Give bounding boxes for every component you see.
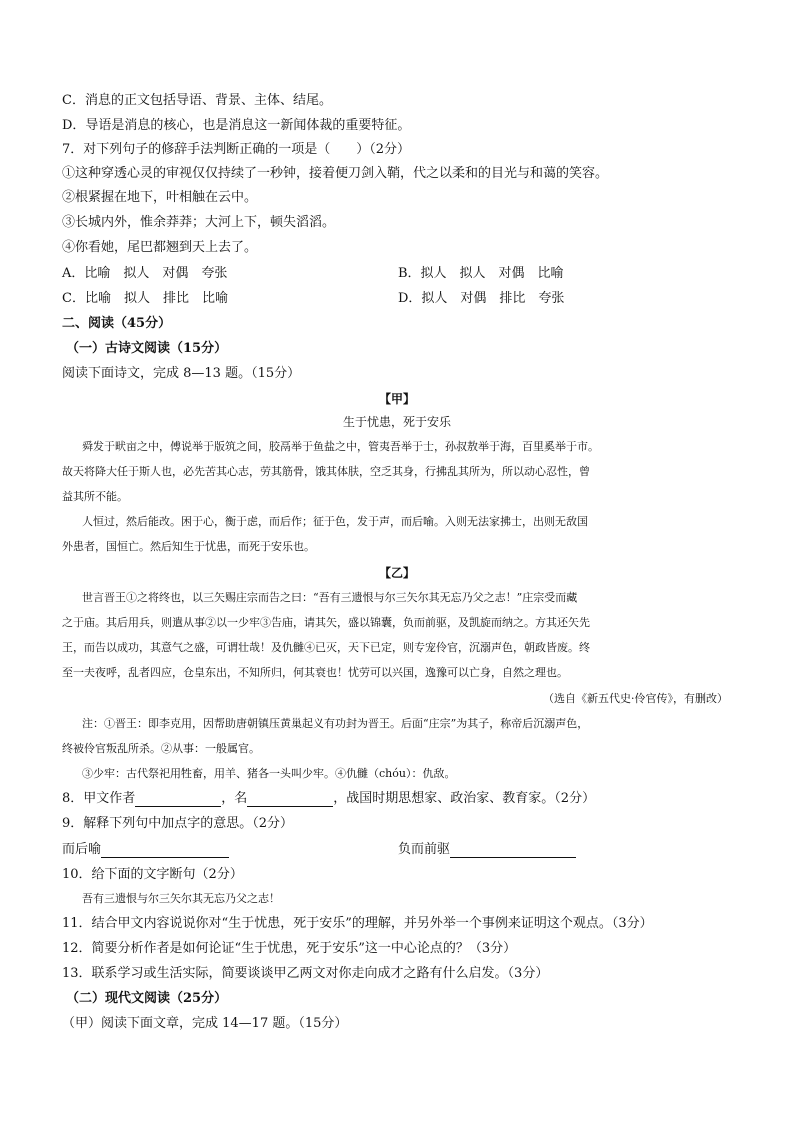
q10-text: 吾有三遗恨与尔三矢尔其无忘乃父之志！: [82, 892, 280, 905]
q8-mid: ，名: [221, 791, 248, 806]
q9-item-a: [62, 842, 229, 858]
jia-para2-line1: 人恒过，然后能改。困于心，衡于虑，而后作；征于色，发于声，而后喻。入则无法家拂士，出则无敌国: [82, 515, 588, 528]
source-citation: （选自《新五代史·伶官传》，有删改）: [543, 692, 728, 705]
option-c: C．消息的正文包括导语、背景、主体、结尾。: [62, 93, 332, 108]
q7-sentence-1: ①这种穿透心灵的审视仅仅持续了一秒钟，接着便刀剑入鞘，代之以柔和的目光与和蔼的笑容。: [62, 166, 609, 181]
q7-option-d: D．拟人 对偶 排比 夸张: [398, 291, 565, 306]
question-8: [62, 791, 595, 807]
q8-name-blank[interactable]: [247, 793, 333, 807]
note-1-line1: 注：①晋王：即李克用，因帮助唐朝镇压黄巢起义有功封为晋王。后面“庄宗”为其子，称帝后沉溺声色，: [82, 717, 589, 730]
yi-para-line3: 王，而告以成功，其意气之盛，可谓壮哉！及仇雠④已灭，天下已定，则专宠伶官，沉溺声色，朝政皆废。终: [62, 641, 590, 654]
question-11: 11．结合甲文内容说说你对“生于忧患，死于安乐”的理解，并另外举一个事例来证明这个观点。（3分）: [62, 916, 653, 931]
q9-item-a-blank[interactable]: [101, 844, 229, 858]
q8-prefix: 8．甲文作者: [62, 791, 136, 806]
q7-sentence-2: ②根紧握在地下，叶相触在云中。: [62, 190, 258, 205]
jia-para1-line2: 故天将降大任于斯人也，必先苦其心志，劳其筋骨，饿其体肤，空乏其身，行拂乱其所为，所以动心忍性，曾: [62, 465, 590, 478]
jia-para2-line2: 外患者，国恒亡。然后知生于忧患，而死于安乐也。: [62, 540, 315, 553]
jia-para1-line1: 舜发于畎亩之中，傅说举于版筑之间，胶鬲举于鱼盐之中，管夷吾举于士，孙叔敖举于海，百里奚举于市。: [82, 440, 599, 453]
section-2-2-heading: （二）现代文阅读（25分）: [66, 991, 228, 1006]
note-2: ③少牢：古代祭祀用牲畜，用羊、猪各一头叫少牢。④仇雠（chóu）：仇敌。: [82, 767, 456, 780]
q9-item-a-text: 而后喻: [62, 842, 102, 857]
q7-sentence-4: ④你看她，尾巴都翘到天上去了。: [62, 240, 258, 255]
reading-instruction: 阅读下面诗文，完成 8—13 题。（15分）: [62, 366, 301, 381]
question-13: 13．联系学习或生活实际，简要谈谈甲乙两文对你走向成才之路有什么启发。（3分）: [62, 966, 549, 981]
question-12: 12．简要分析作者是如何论证“生于忧患，死于安乐”这一中心论点的？（3分）: [62, 941, 517, 956]
section-2-heading: 二、阅读（45分）: [62, 316, 172, 331]
q9-item-b-blank[interactable]: [450, 844, 576, 858]
passage-yi-label: 【乙】: [378, 566, 415, 580]
passage-jia-label: 【甲】: [378, 392, 415, 406]
q8-author-blank[interactable]: [135, 793, 221, 807]
reading-instruction-2: （甲）阅读下面文章，完成 14—17 题。（15分）: [62, 1016, 348, 1031]
yi-para-line2: 之于庙。其后用兵，则遣从事②以一少牢③告庙，请其矢，盛以锦囊，负而前驱，及凯旋而纳之。方其还矢先: [62, 616, 590, 629]
q7-option-a: A．比喻 拟人 对偶 夸张: [62, 266, 228, 281]
q7-sentence-3: ③长城内外，惟余莽莽；大河上下，顿失滔滔。: [62, 215, 336, 230]
option-d: D．导语是消息的核心，也是消息这一新闻体裁的重要特征。: [62, 118, 411, 133]
question-9: 9．解释下列句中加点字的意思。（2分）: [62, 816, 294, 831]
q8-suffix: ，战国时期思想家、政治家、教育家。（2分）: [333, 791, 596, 806]
yi-para-line1: 世言晋王①之将终也，以三矢赐庄宗而告之曰：“吾有三遗恨与尔三矢尔其无忘乃父之志！”庄宗受而藏: [82, 591, 578, 604]
q9-item-b-text: 负而前驱: [398, 842, 451, 857]
yi-para-line4: 至一夫夜呼，乱者四应，仓皇东出，不知所归，何其衰也！忧劳可以兴国，逸豫可以亡身，自然之理也。: [62, 666, 568, 679]
q7-option-c: C．比喻 拟人 排比 比喻: [62, 291, 228, 306]
question-7: 7．对下列句子的修辞手法判断正确的一项是（ ）（2分）: [62, 142, 411, 157]
q9-item-b: [398, 842, 576, 858]
jia-para1-line3: 益其所不能。: [62, 490, 128, 503]
note-1-line2: 终被伶官叛乱所杀。②从事：一般属官。: [62, 742, 260, 755]
passage-jia-title: 生于忧患，死于安乐: [342, 415, 451, 429]
q7-option-b: B．拟人 拟人 对偶 比喻: [398, 266, 564, 281]
section-2-1-heading: （一）古诗文阅读（15分）: [66, 341, 228, 356]
question-10: 10．给下面的文字断句（2分）: [62, 867, 243, 882]
